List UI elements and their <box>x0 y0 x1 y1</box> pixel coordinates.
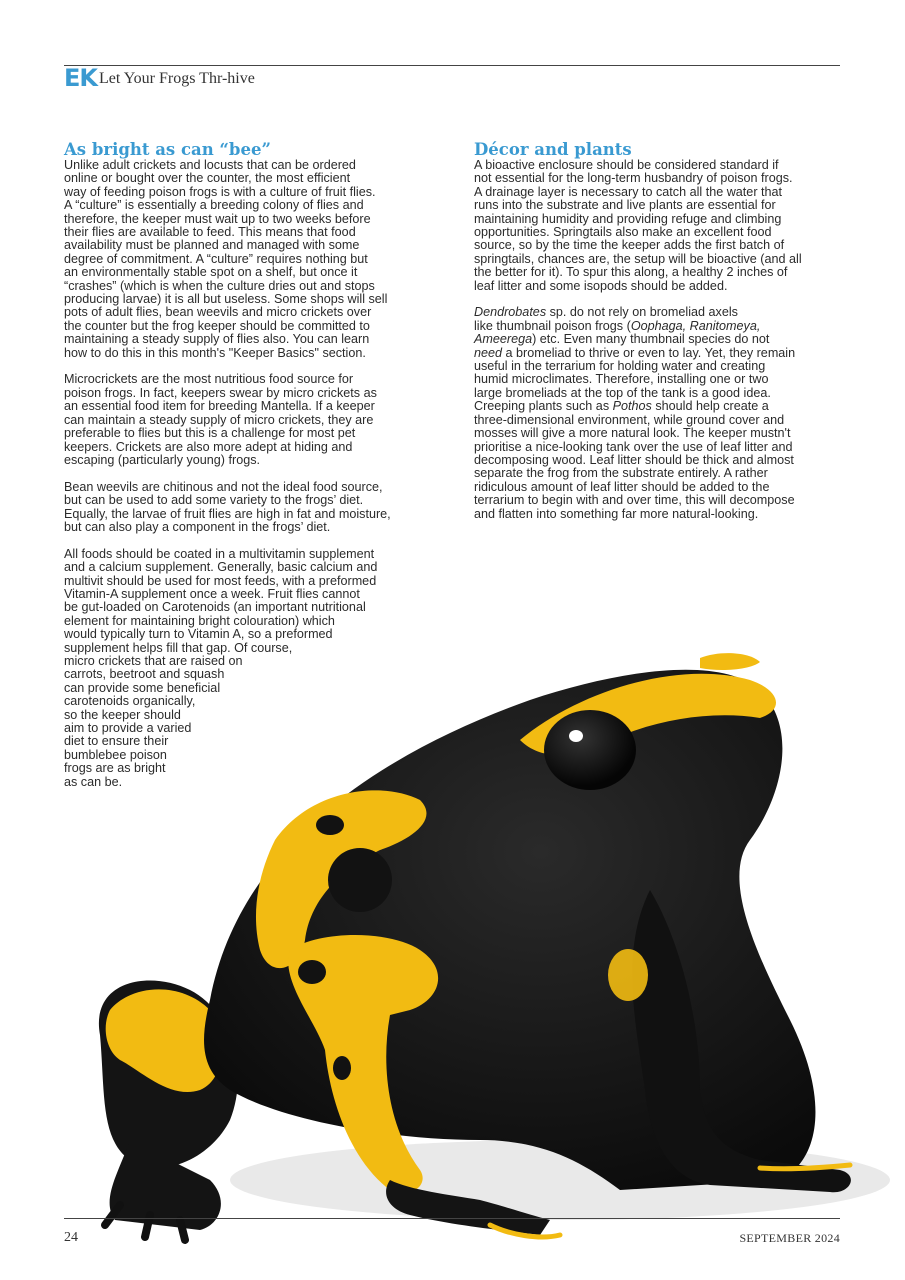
text-line: runs into the substrate and live plants are essential for <box>474 198 776 213</box>
text-line: opportunities. Springtails also make an excellent food <box>474 225 772 240</box>
text-line: degree of commitment. A “culture” requires nothing but <box>64 251 368 266</box>
text-line: mosses will give a more natural look. The keeper mustn't <box>474 426 791 441</box>
text-line: keepers. Crickets are also more adept at hiding and <box>64 439 353 454</box>
issue-date: SEPTEMBER 2024 <box>739 1231 840 1245</box>
text-line: so the keeper should <box>64 707 181 722</box>
text-line: A bioactive enclosure should be considered standard if <box>474 158 779 172</box>
text-line: Unlike adult crickets and locusts that can be ordered <box>64 158 356 172</box>
paragraph-bromeliads <box>474 306 844 521</box>
text-line: carrots, beetroot and squash <box>64 667 225 682</box>
text-line: supplement helps fill that gap. Of course, <box>64 640 293 655</box>
text-line: would typically turn to Vitamin A, so a preformed <box>64 627 333 642</box>
text-line: online or bought over the counter, the most efficient <box>64 171 351 186</box>
text-line: how to do this in this month's "Keeper Basics" section. <box>64 345 366 360</box>
text-line: terrarium to begin with and over time, this will decompose <box>474 493 795 508</box>
text-line: decomposing wood. Leaf litter should be thick and almost <box>474 452 794 467</box>
bromeliads-continued <box>474 414 844 521</box>
text-line: All foods should be coated in a multivitamin supplement <box>64 546 375 561</box>
text-line: humid microclimates. Therefore, installing one or two <box>474 372 769 387</box>
paragraph-microcrickets <box>64 373 434 467</box>
text-line: can maintain a steady supply of micro crickets, they are <box>64 412 374 427</box>
text-line: can provide some beneficial <box>64 680 221 695</box>
text-line: as can be. <box>64 774 123 789</box>
paragraph-bioactive <box>474 159 844 293</box>
text-line: Creeping plants such as Pothos should help create a <box>474 399 769 414</box>
text-line: large bromeliads at the top of the tank is a good idea. <box>474 385 771 400</box>
header-rule <box>64 65 840 66</box>
text-line: but can be used to add some variety to the frogs’ diet. <box>64 493 364 508</box>
text-line: springtails, chances are, the setup will be bioactive (and all <box>474 251 802 266</box>
text-line: A “culture” is essentially a breeding colony of flies and <box>64 198 364 213</box>
text-line: not essential for the long-term husbandry of poison frogs. <box>474 171 793 186</box>
text-line: ridiculous amount of leaf litter should be added to the <box>474 479 770 494</box>
text-line: Ameerega) etc. Even many thumbnail species do not <box>474 332 770 347</box>
text-line: pots of adult flies, bean weevils and micro crickets over <box>64 305 372 320</box>
text-line: carotenoids organically, <box>64 694 196 709</box>
text-line: “crashes” (which is when the culture dries out and stops <box>64 278 375 293</box>
text-line: the better for it). To spur this along, a healthy 2 inches of <box>474 265 788 280</box>
frog-photo <box>60 640 905 1260</box>
section-heading-bright: As bright as can “bee” <box>64 140 271 159</box>
text-line: availability must be planned and managed with some <box>64 238 360 253</box>
text-line: producing larvae) it is all but useless. Some shops will sell <box>64 292 388 307</box>
text-line: an essential food item for breeding Mantella. If a keeper <box>64 399 375 414</box>
text-line: bumblebee poison <box>64 747 167 762</box>
text-line: A drainage layer is necessary to catch all the water that <box>474 184 783 199</box>
magazine-logo: EK <box>64 64 97 92</box>
text-line: the counter but the frog keeper should be committed to <box>64 318 370 333</box>
text-line: therefore, the keeper must wait up to two weeks before <box>64 211 371 226</box>
text-line: like thumbnail poison frogs (Oophaga, Ranitomeya, <box>474 318 761 333</box>
text-line: three-dimensional environment, while ground cover and <box>474 412 785 427</box>
text-line: way of feeding poison frogs is with a culture of fruit flies. <box>64 184 376 199</box>
text-line: poison frogs. In fact, keepers swear by micro crickets as <box>64 385 377 400</box>
paragraph-fruit-flies <box>64 159 434 360</box>
text-line: preferable to flies but this is a challenge for most pet <box>64 426 356 441</box>
text-line: maintaining humidity and providing refuge and climbing <box>474 211 782 226</box>
text-line: Bean weevils are chitinous and not the ideal food source, <box>64 479 383 494</box>
section-heading-decor: Décor and plants <box>474 140 632 159</box>
text-line: separate the frog from the substrate entirely. A rather <box>474 466 768 481</box>
text-line: their flies are available to feed. This means that food <box>64 225 356 240</box>
text-line: Vitamin-A supplement once a week. Fruit flies cannot <box>64 586 360 601</box>
text-line: prioritise a nice-looking tank over the use of leaf litter and <box>474 439 793 454</box>
text-line: and flatten into something far more natural-looking. <box>474 506 759 521</box>
page-number: 24 <box>64 1230 78 1245</box>
text-line: element for maintaining bright colouration) which <box>64 613 335 628</box>
text-line: but can also play a component in the frogs’ diet. <box>64 519 331 534</box>
text-line: multivit should be used for most feeds, with a preformed <box>64 573 377 588</box>
right-column <box>474 141 844 534</box>
text-line: useful in the terrarium for holding water and creating <box>474 359 766 374</box>
text-line: diet to ensure their <box>64 734 169 749</box>
text-line: an environmentally stable spot on a shelf, but once it <box>64 265 358 280</box>
text-line: Microcrickets are the most nutritious food source for <box>64 372 354 387</box>
bumblebee-poison-frog-illustration <box>60 640 905 1260</box>
text-line: need a bromeliad to thrive or even to lay. Yet, they remain <box>474 345 796 360</box>
text-line: leaf litter and some isopods should be added. <box>474 278 728 293</box>
text-line: be gut-loaded on Carotenoids (an important nutritional <box>64 600 366 615</box>
text-line: maintaining a steady supply of flies also. You can learn <box>64 332 370 347</box>
text-line: and a calcium supplement. Generally, basic calcium and <box>64 560 378 575</box>
text-line: aim to provide a varied <box>64 721 192 736</box>
text-line: source, so by the time the keeper adds the first batch of <box>474 238 785 253</box>
text-line: Equally, the larvae of fruit flies are high in fat and moisture, <box>64 506 391 521</box>
running-title: Let Your Frogs Thr-hive <box>99 70 255 87</box>
paragraph-bean-weevils <box>64 481 434 535</box>
text-line: Dendrobates sp. do not rely on bromeliad axels <box>474 305 738 320</box>
text-line: escaping (particularly young) frogs. <box>64 452 260 467</box>
text-line: micro crickets that are raised on <box>64 653 243 668</box>
footer-rule <box>64 1218 840 1219</box>
text-line: frogs are as bright <box>64 761 166 776</box>
